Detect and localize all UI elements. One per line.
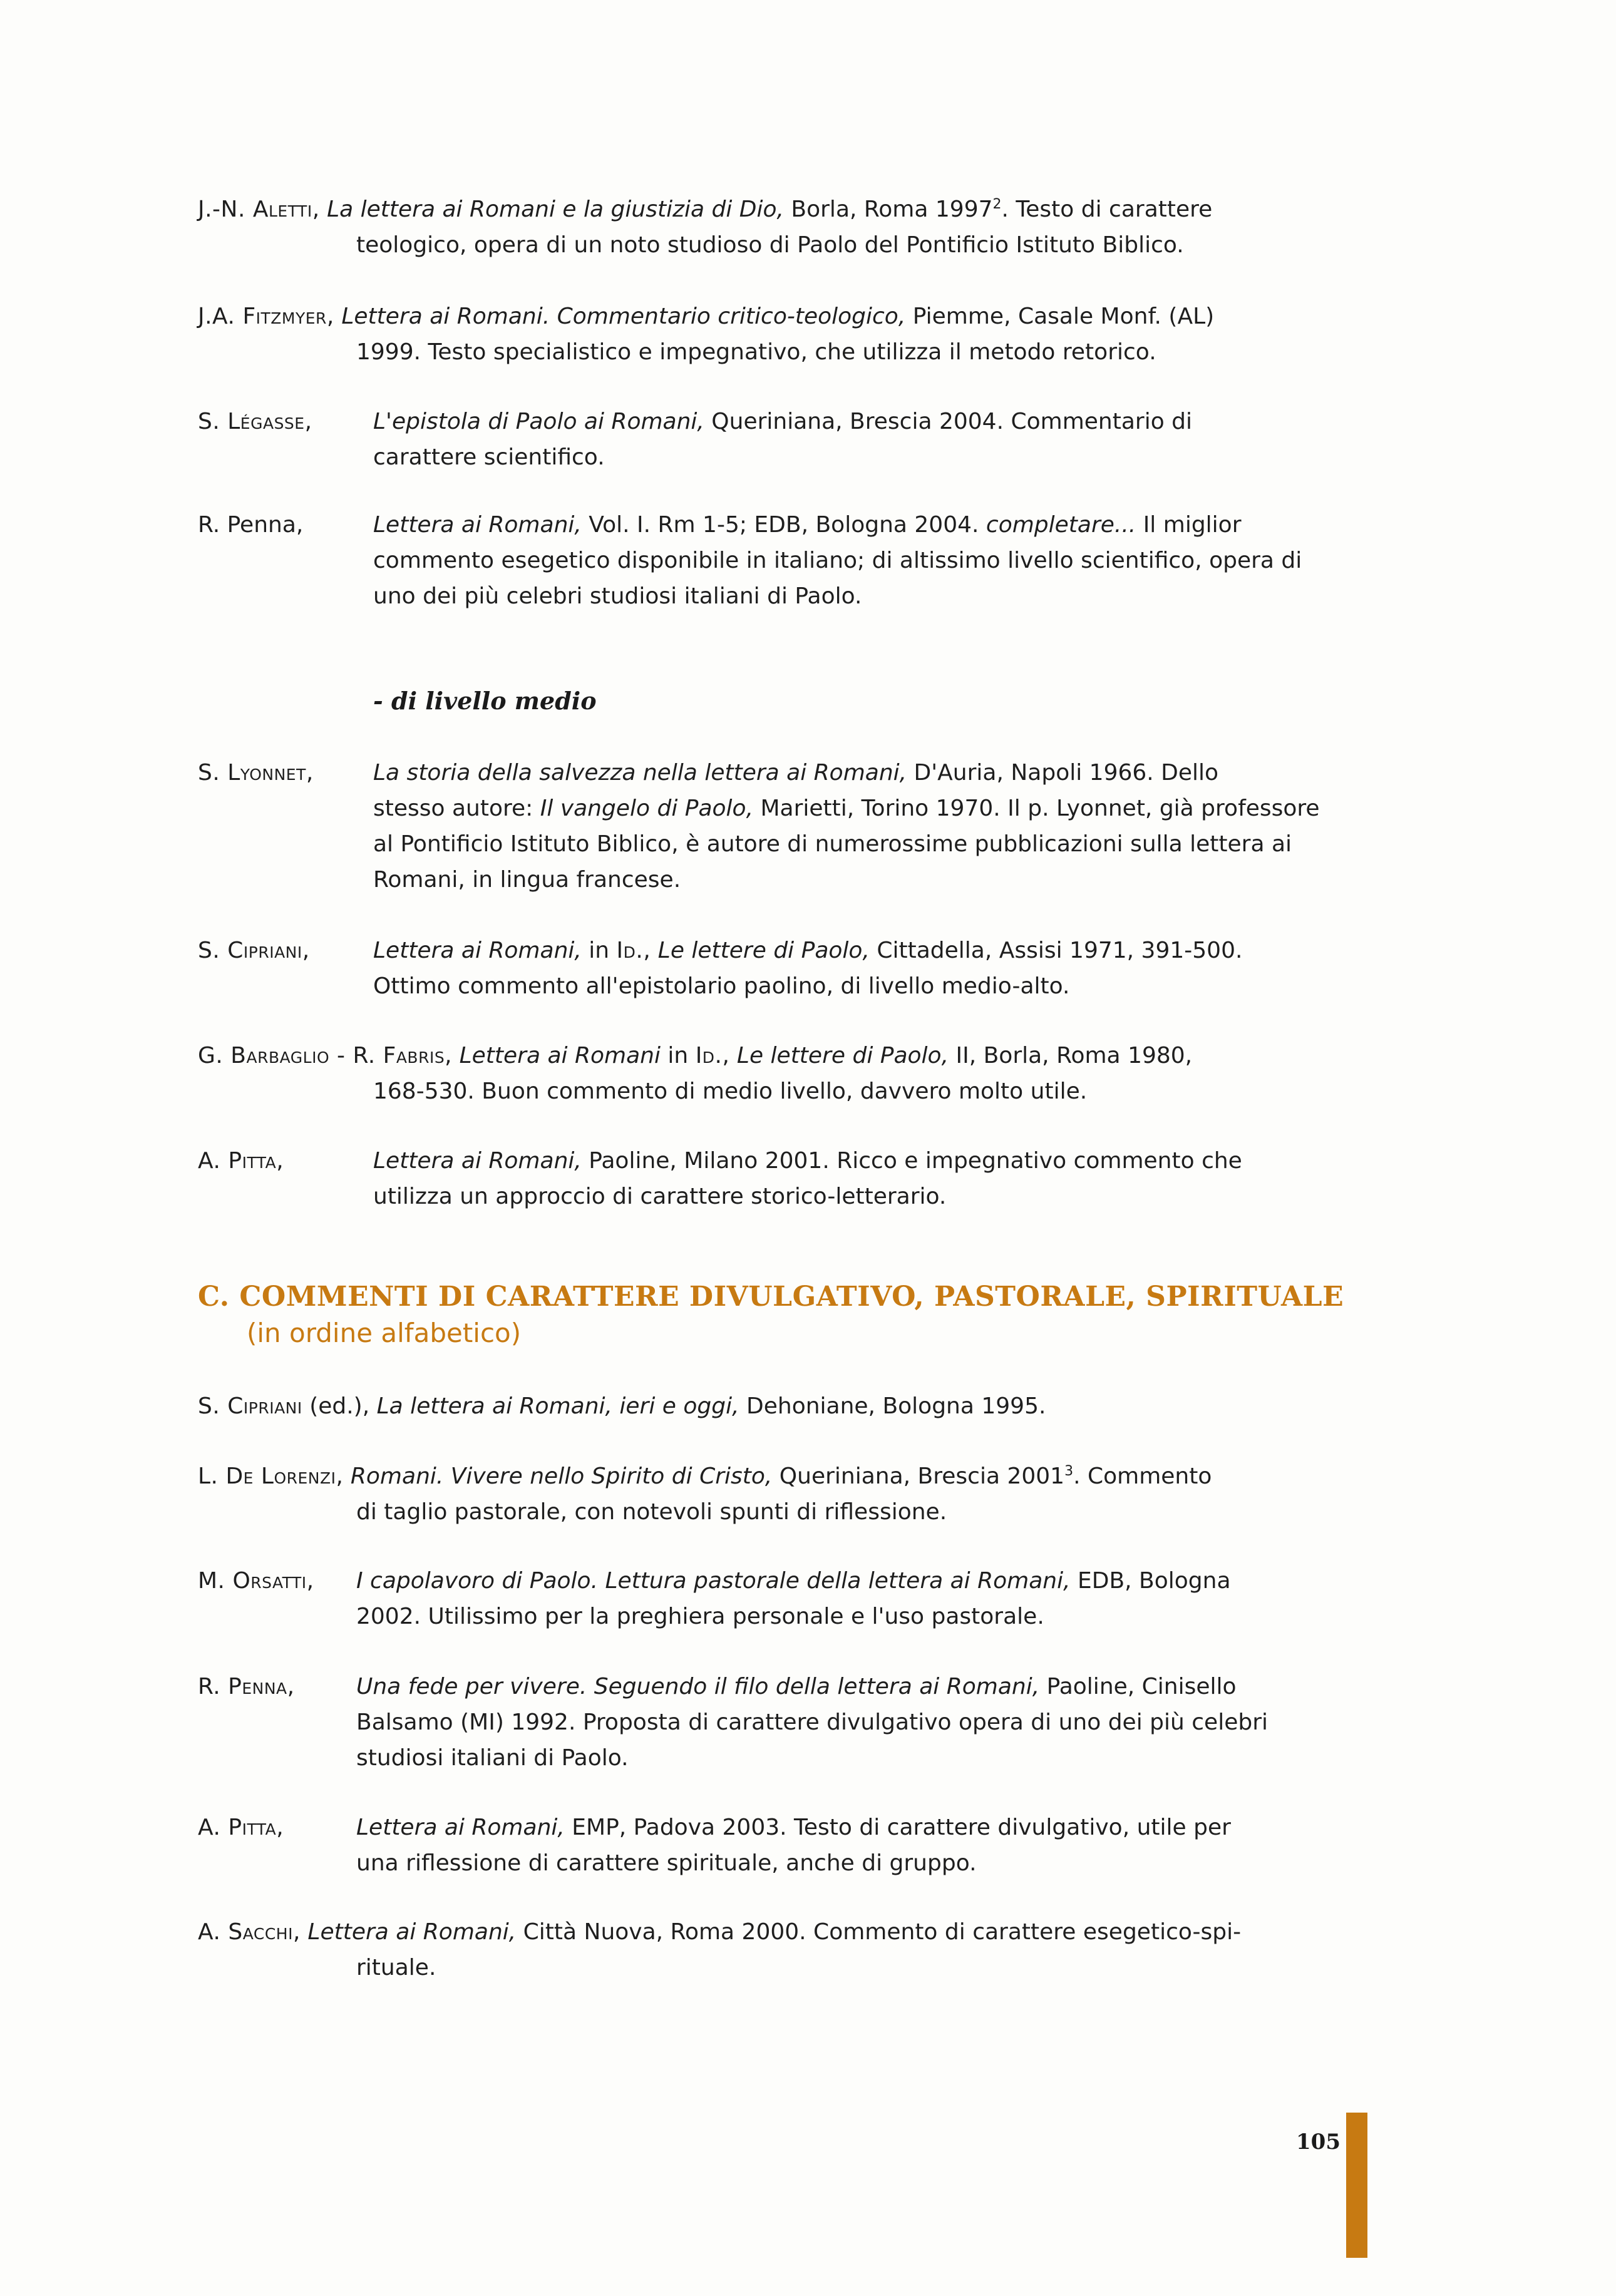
description: Il miglior	[1136, 512, 1242, 538]
description: 1999. Testo specialistico e impegnativo, che utilizza il metodo retorico.	[356, 339, 1156, 365]
book-title: Lettera ai Romani,	[300, 1919, 517, 1945]
description: utilizza un approccio di carattere storico-letterario.	[373, 1184, 947, 1209]
publication: in	[581, 938, 617, 963]
bib-entry-penna	[198, 507, 1341, 614]
edition-superscript: 3	[1064, 1463, 1074, 1479]
author: S. Lyonnet,	[198, 760, 314, 786]
description: . Commento	[1073, 1463, 1212, 1489]
edition-superscript: 2	[992, 197, 1002, 212]
bib-entry-fitzmyer	[198, 299, 1341, 370]
section-subheading: (in ordine alfabetico)	[247, 1318, 522, 1348]
description: . Testo di carattere	[1001, 197, 1213, 222]
description: teologico, opera di un noto studioso di Paolo del Pontificio Istituto Biblico.	[356, 232, 1184, 258]
description: una riflessione di carattere spirituale, anche di gruppo.	[356, 1850, 977, 1876]
author: A. Sacchi,	[198, 1919, 301, 1945]
publication: II, Borla, Roma 1980,	[949, 1043, 1193, 1069]
publication: Borla, Roma 1997	[783, 197, 993, 222]
description: 168-530. Buon commento di medio livello, davvero molto utile.	[373, 1079, 1088, 1104]
book-title: I capolavoro di Paolo. Lettura pastorale della lettera ai Romani,	[356, 1568, 1071, 1594]
book-title: Una fede per vivere. Seguendo il filo della lettera ai Romani,	[356, 1674, 1040, 1699]
author: R. Penna,	[198, 512, 304, 538]
book-title: La lettera ai Romani, ieri e oggi,	[376, 1393, 739, 1419]
bib-entry-penna-fede	[198, 1669, 1341, 1776]
author: L. De Lorenzi,	[198, 1463, 344, 1489]
author: G. Barbaglio - R. Fabris,	[198, 1043, 453, 1069]
description: 2002. Utilissimo per la preghiera personale e l'uso pastorale.	[356, 1604, 1044, 1629]
bib-entry-pitta-emp	[198, 1810, 1341, 1881]
bib-entry-cipriani	[198, 933, 1341, 1004]
book-title: Le lettere di Paolo,	[651, 938, 870, 963]
bib-entry-aletti	[198, 192, 1341, 263]
bib-entry-de-lorenzi	[198, 1458, 1341, 1530]
book-title: Romani. Vivere nello Spirito di Cristo,	[343, 1463, 773, 1489]
publication: EMP, Padova 2003. Testo di carattere divulgativo, utile per	[564, 1815, 1231, 1840]
book-title: Le lettere di Paolo,	[729, 1043, 949, 1069]
description: Marietti, Torino 1970. Il p. Lyonnet, già professore al Pontificio Istituto Biblico, è autore di numerossime pubblicazioni sulla lettera ai Romani, in lingua francese.	[373, 796, 1320, 893]
note: completare...	[986, 512, 1136, 538]
author: S. Cipriani,	[198, 938, 310, 963]
book-title: Lettera ai Romani,	[373, 512, 582, 538]
publication: Vol. I. Rm 1-5; EDB, Bologna 2004.	[581, 512, 986, 538]
author: A. Pitta,	[198, 1815, 284, 1840]
author: Id.,	[616, 938, 651, 963]
bib-entry-legasse	[198, 404, 1341, 475]
publication: in	[660, 1043, 696, 1069]
publication: Queriniana, Brescia 2004. Commentario di	[704, 409, 1193, 434]
description: di taglio pastorale, con notevoli spunti di riflessione.	[356, 1499, 947, 1525]
editor-note: (ed.),	[302, 1393, 377, 1419]
author: Id.,	[695, 1043, 730, 1069]
description: commento esegetico disponibile in italiano; di altissimo livello scientifico, opera di uno dei più celebri studiosi italiani di Paolo.	[373, 548, 1302, 609]
publication: Paoline, Milano 2001. Ricco e impegnativo commento che	[581, 1148, 1242, 1174]
author: A. Pitta,	[198, 1148, 284, 1174]
publication: Città Nuova, Roma 2000. Commento di carattere esegetico-spi-	[516, 1919, 1242, 1945]
book-title: Lettera ai Romani	[452, 1043, 661, 1069]
bib-entry-sacchi	[198, 1914, 1341, 1986]
book-title: Lettera ai Romani,	[356, 1815, 565, 1840]
subheading: - di livello medio	[373, 687, 597, 715]
publication: Paoline, Cinisello	[1039, 1674, 1237, 1699]
bib-entry-pitta	[198, 1143, 1341, 1214]
author: J.-N. Aletti,	[198, 197, 320, 222]
publication: Piemme, Casale Monf. (AL)	[905, 304, 1215, 329]
bib-entry-lyonnet	[198, 755, 1341, 898]
bib-entry-orsatti	[198, 1563, 1341, 1634]
publication: Cittadella, Assisi 1971, 391-500.	[869, 938, 1243, 963]
section-heading: C. COMMENTI DI CARATTERE DIVULGATIVO, PASTORALE, SPIRITUALE	[198, 1281, 1344, 1313]
publication: Dehoniane, Bologna 1995.	[739, 1393, 1046, 1419]
author: R. Penna,	[198, 1674, 295, 1699]
page-edge-bar	[1346, 2113, 1367, 2258]
author: S. Légasse,	[198, 409, 312, 434]
book-title: La lettera ai Romani e la giustizia di Dio,	[327, 197, 784, 222]
publication: Queriniana, Brescia 2001	[772, 1463, 1065, 1489]
book-title: La storia della salvezza nella lettera ai Romani,	[373, 760, 907, 786]
book-title: Lettera ai Romani,	[373, 1148, 582, 1174]
publication: EDB, Bologna	[1070, 1568, 1231, 1594]
description: Ottimo commento all'epistolario paolino, di livello medio-alto.	[373, 973, 1070, 999]
publication: D'Auria, Napoli 1966. Dello	[907, 760, 1219, 786]
book-title: Lettera ai Romani. Commentario critico-teologico,	[341, 304, 906, 329]
author: S. Cipriani	[198, 1393, 302, 1419]
bib-entry-barbaglio-fabris	[198, 1038, 1341, 1109]
book-title: Lettera ai Romani,	[373, 938, 582, 963]
description: rituale.	[356, 1955, 436, 1981]
author: J.A. Fitzmyer,	[198, 304, 334, 329]
description: Balsamo (MI) 1992. Proposta di carattere divulgativo opera di uno dei più celebri studiosi italiani di Paolo.	[356, 1709, 1268, 1771]
description: carattere scientifico.	[373, 444, 605, 470]
book-title: L'epistola di Paolo ai Romani,	[373, 409, 704, 434]
book-title: Il vangelo di Paolo,	[540, 796, 754, 821]
bib-entry-cipriani-ed	[198, 1388, 1341, 1424]
author: M. Orsatti,	[198, 1568, 314, 1594]
page-number: 105	[1296, 2129, 1341, 2155]
description: stesso autore:	[373, 796, 540, 821]
